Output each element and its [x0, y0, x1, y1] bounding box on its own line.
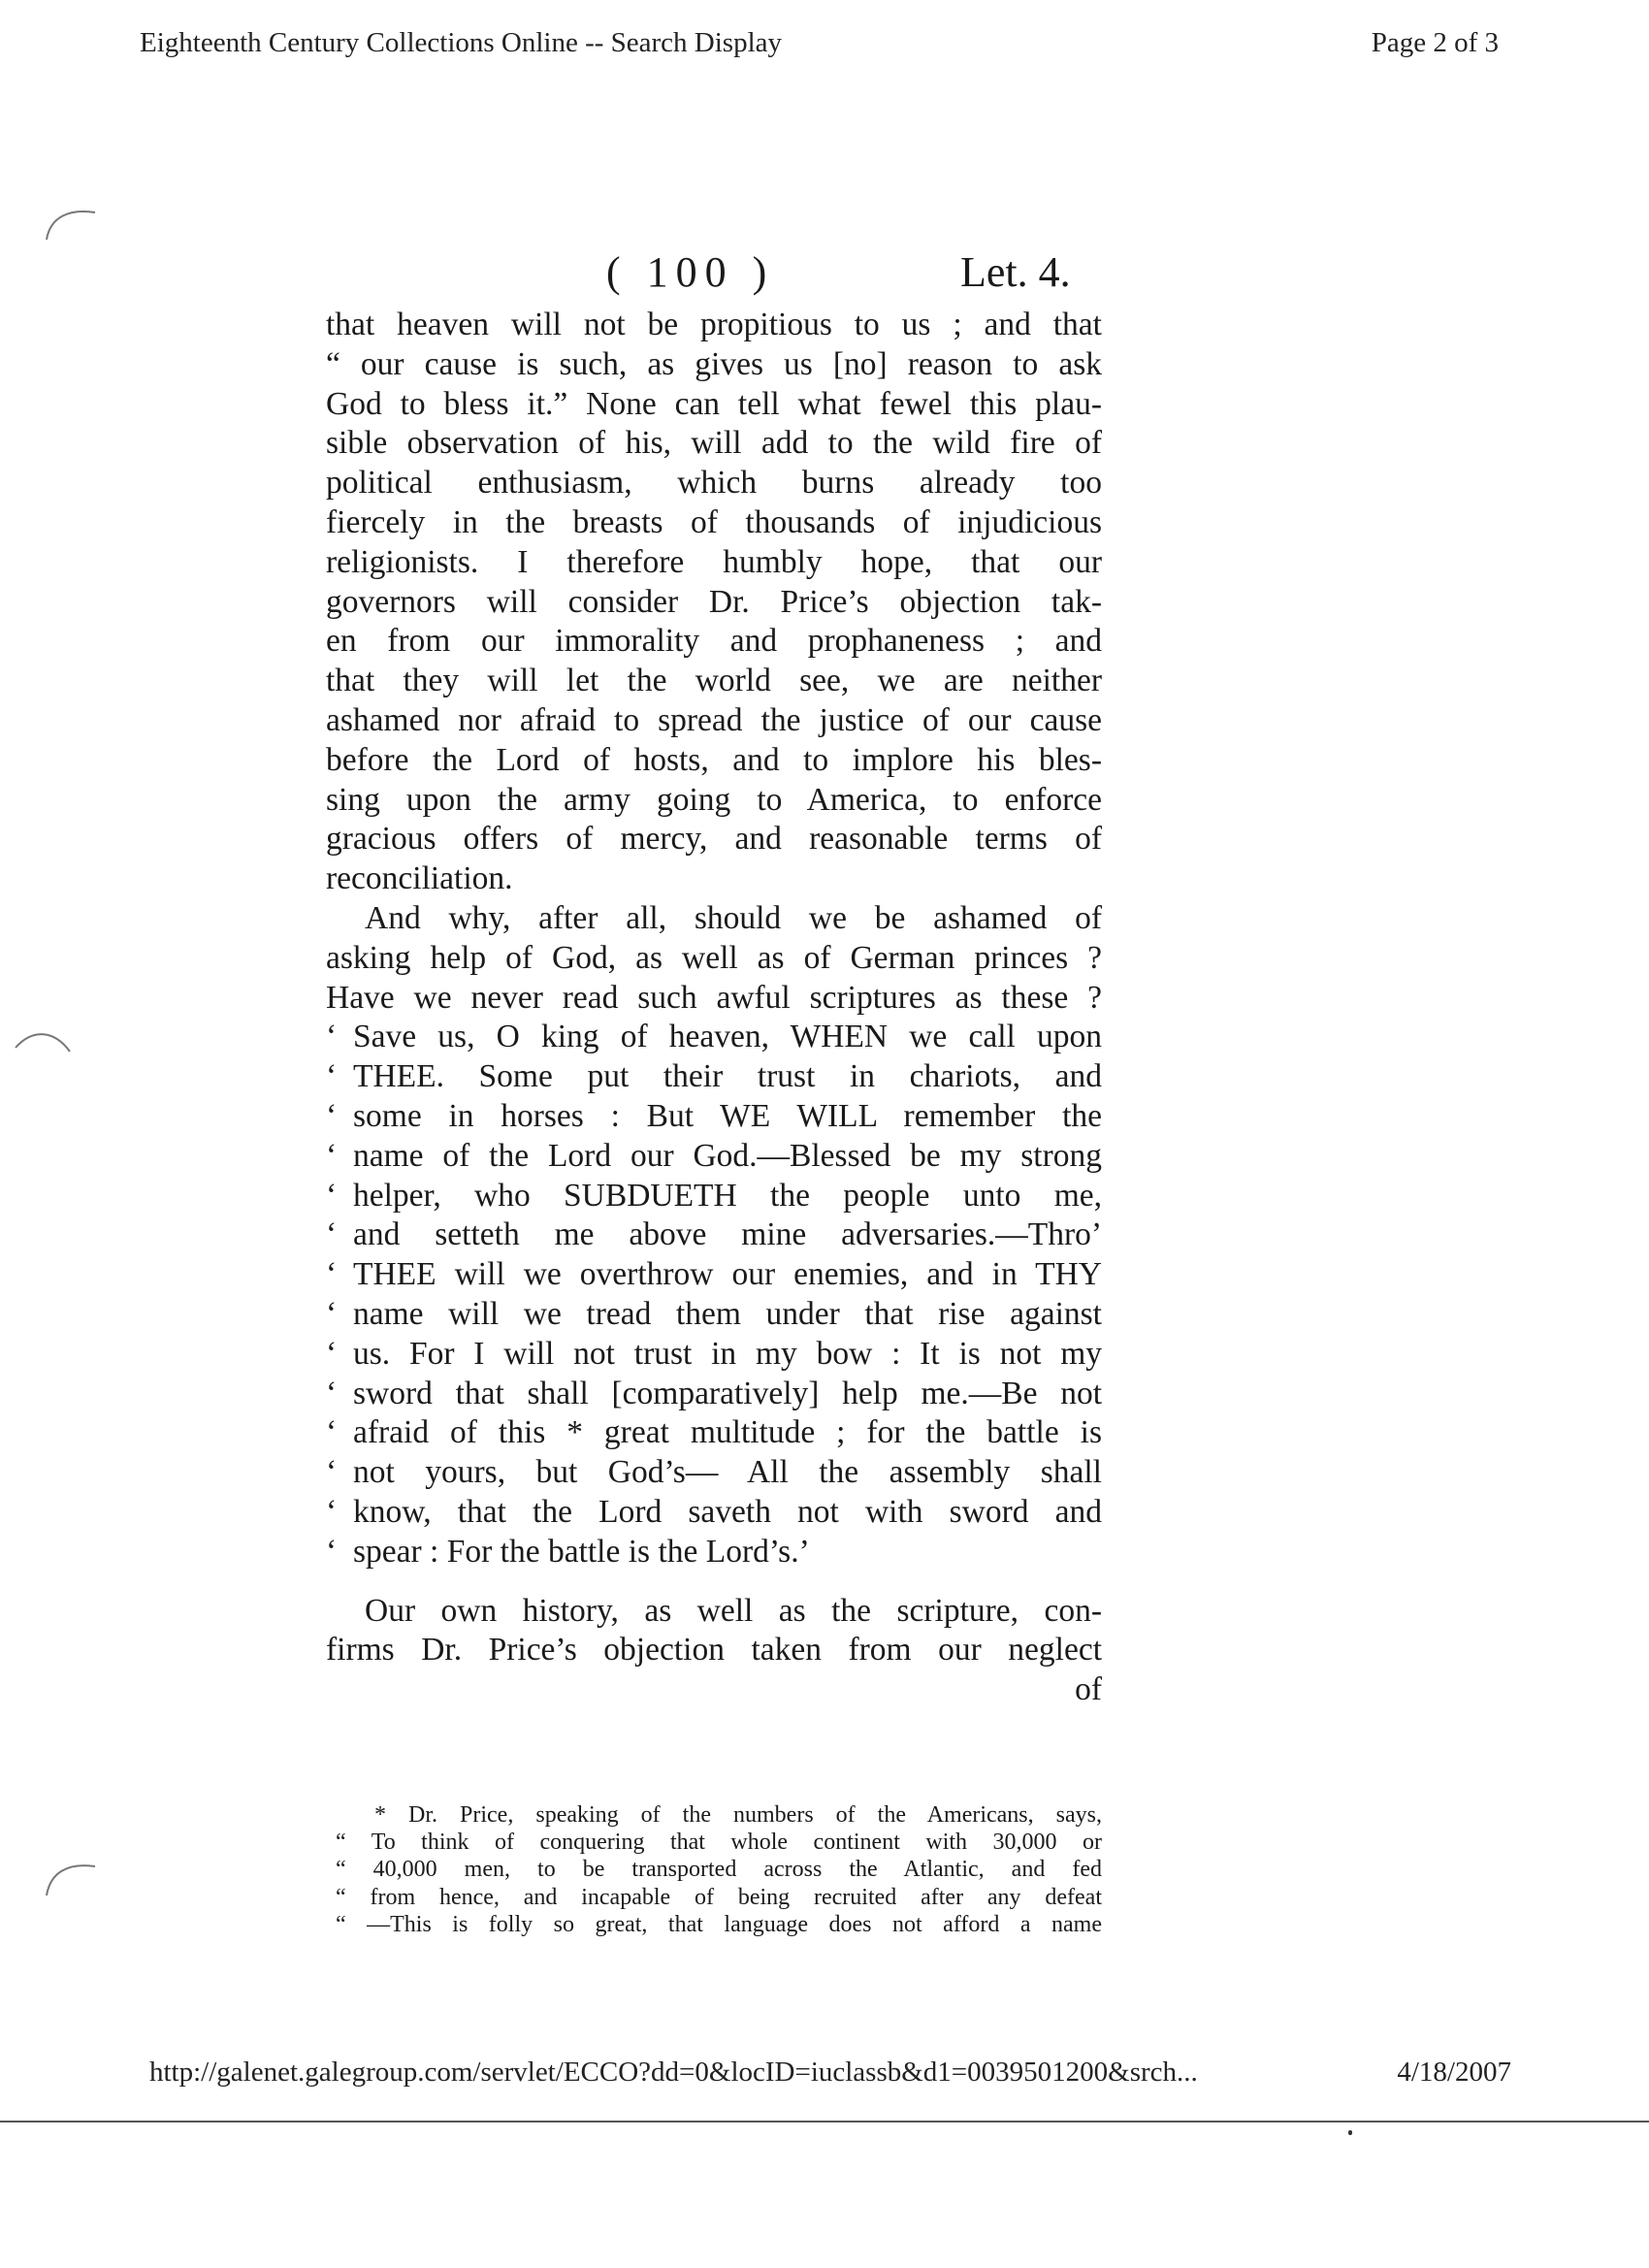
print-date: 4/18/2007	[1397, 2057, 1511, 2088]
scan-speck	[1348, 2130, 1352, 2135]
quote-text: not yours, but God’s— All the assembly shall	[353, 1454, 1102, 1491]
quote-line	[326, 1533, 1102, 1572]
quote-mark: ‘	[326, 1019, 338, 1055]
text-line: asking help of God, as well as of German princes ?	[326, 939, 1102, 976]
quote-line	[326, 1137, 1102, 1177]
text-line: God to bless it.” None can tell what fewel this plau-	[326, 385, 1102, 422]
quote-text: us. For I will not trust in my bow : It is not my	[353, 1335, 1102, 1372]
text-line: firms Dr. Price’s objection taken from our neglect	[326, 1632, 1102, 1669]
quote-line	[326, 1295, 1102, 1335]
text-line: fiercely in the breasts of thousands of injudicious	[326, 503, 1102, 540]
quote-text: name will we tread them under that rise against	[353, 1295, 1102, 1332]
page-indicator: Page 2 of 3	[1371, 27, 1499, 58]
footnote-line: “ —This is folly so great, that language does not afford a name	[336, 1911, 1102, 1937]
quote-mark: ‘	[326, 1375, 338, 1411]
quote-mark: ‘	[326, 1493, 338, 1530]
body-text	[326, 306, 1102, 1709]
quote-text: THEE will we overthrow our enemies, and in THY	[353, 1256, 1102, 1293]
text-line: religionists. I therefore humbly hope, that our	[326, 543, 1102, 580]
quote-mark: ‘	[326, 1335, 338, 1372]
quote-text: afraid of this * great multitude ; for the battle is	[353, 1414, 1102, 1451]
quote-mark: ‘	[326, 1295, 338, 1332]
quote-mark: ‘	[326, 1097, 338, 1134]
footnote-line: “ 40,000 men, to be transported across the Atlantic, and fed	[336, 1857, 1102, 1883]
quote-line	[326, 1215, 1102, 1255]
quote-line	[326, 1375, 1102, 1414]
footer-divider	[0, 2121, 1649, 2122]
punch-hole-mark-bottom	[41, 1843, 109, 1911]
text-line: sing upon the army going to America, to enforce	[326, 781, 1102, 818]
quote-mark: ‘	[326, 1414, 338, 1451]
quote-text: spear : For the battle is the Lord’s.’	[353, 1533, 810, 1570]
paragraph-gap	[326, 1572, 1102, 1592]
quote-line	[326, 1177, 1102, 1216]
text-line: Have we never read such awful scriptures as these ?	[326, 979, 1102, 1016]
quote-mark: ‘	[326, 1256, 338, 1293]
quote-text: name of the Lord our God.—Blessed be my strong	[353, 1137, 1102, 1174]
quote-mark: ‘	[326, 1177, 338, 1214]
footnote	[336, 1801, 1102, 1938]
quote-text: Save us, O king of heaven, WHEN we call upon	[353, 1019, 1102, 1055]
quote-line	[326, 1057, 1102, 1097]
quote-mark: ‘	[326, 1533, 338, 1570]
quote-text: THEE. Some put their trust in chariots, and	[353, 1058, 1102, 1095]
quote-line	[326, 1413, 1102, 1453]
text-line: before the Lord of hosts, and to implore his bles-	[326, 741, 1102, 778]
text-line: en from our immorality and prophaneness ; and	[326, 623, 1102, 660]
letter-number: Let. 4.	[960, 248, 1071, 296]
quote-mark: ‘	[326, 1137, 338, 1174]
quote-mark: ‘	[326, 1058, 338, 1095]
text-line: that heaven will not be propitious to us ; and that	[326, 307, 1102, 342]
text-line: gracious offers of mercy, and reasonable terms of	[326, 821, 1102, 858]
text-line: that they will let the world see, we are neither	[326, 663, 1102, 699]
quote-text: helper, who SUBDUETH the people unto me,	[353, 1177, 1102, 1214]
catchword: of	[1075, 1671, 1102, 1708]
text-line: ashamed nor afraid to spread the justice of our cause	[326, 701, 1102, 738]
punch-hole-mark-middle	[12, 1019, 80, 1086]
quote-text: some in horses : But WE WILL remember the	[353, 1097, 1102, 1134]
quote-line	[326, 1493, 1102, 1533]
text-line: governors will consider Dr. Price’s objection tak-	[326, 583, 1102, 620]
quote-mark: ‘	[326, 1216, 338, 1253]
quote-text: sword that shall [comparatively] help me.—Be not	[353, 1375, 1102, 1411]
footnote-line: “ To think of conquering that whole continent with 30,000 or	[336, 1830, 1102, 1856]
punch-hole-mark-top	[41, 189, 109, 257]
quote-line	[326, 1097, 1102, 1137]
window-title: Eighteenth Century Collections Online -- Search Display	[140, 27, 783, 58]
quote-mark: ‘	[326, 1454, 338, 1491]
running-head	[606, 247, 1111, 298]
text-line: sible observation of his, will add to the wild fire of	[326, 425, 1102, 462]
quote-line	[326, 1335, 1102, 1375]
text-line: “ our cause is such, as gives us [no] reason to ask	[326, 345, 1102, 382]
footnote-line: * Dr. Price, speaking of the numbers of the Americans, says,	[374, 1802, 1102, 1828]
quote-text: and setteth me above mine adversaries.—Thro’	[353, 1216, 1102, 1253]
text-line: political enthusiasm, which burns already too	[326, 465, 1102, 502]
text-line: And why, after all, should we be ashamed of	[365, 899, 1102, 936]
quote-text: know, that the Lord saveth not with sword and	[353, 1493, 1102, 1530]
quote-line	[326, 1453, 1102, 1493]
text-line: reconciliation.	[326, 860, 513, 897]
quote-line	[326, 1018, 1102, 1057]
source-url: http://galenet.galegroup.com/servlet/ECCO?dd=0&locID=iuclassb&d1=0039501200&srch...	[149, 2057, 1198, 2088]
text-line: Our own history, as well as the scripture, con-	[365, 1592, 1102, 1629]
quote-line	[326, 1255, 1102, 1295]
page-number: ( 100 )	[606, 248, 775, 296]
footnote-line: “ from hence, and incapable of being recruited after any defeat	[336, 1884, 1102, 1910]
